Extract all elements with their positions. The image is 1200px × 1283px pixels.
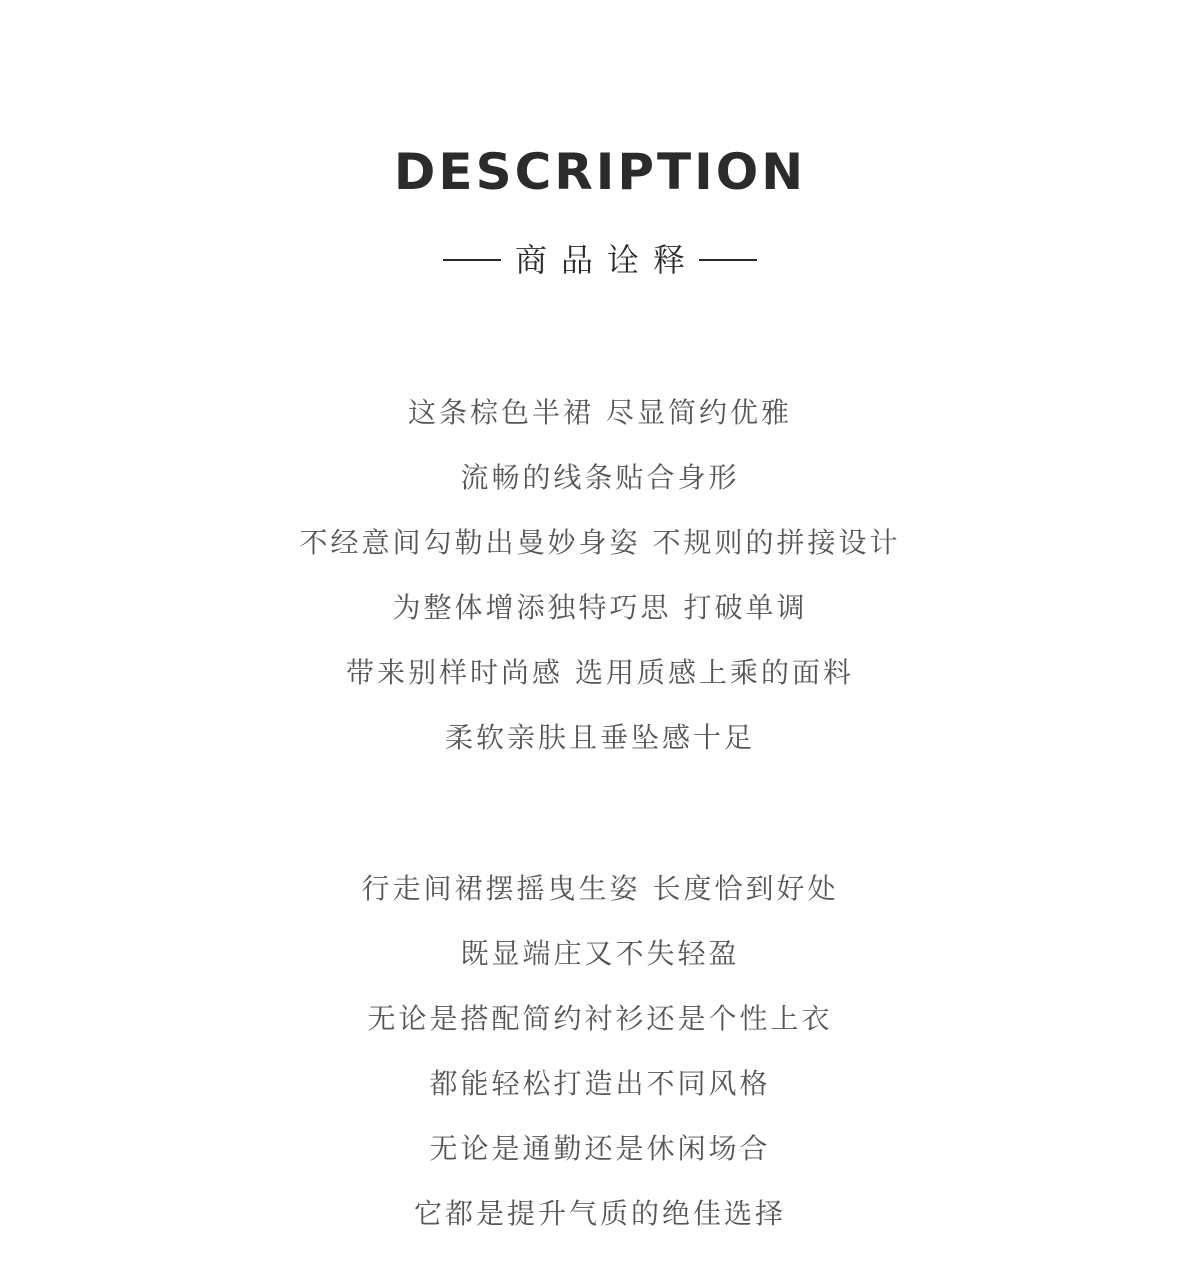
description-line: 都能轻松打造出不同风格 (429, 1067, 771, 1100)
description-line: 无论是通勤还是休闲场合 (429, 1132, 771, 1165)
subtitle-row (0, 240, 1200, 280)
description-line: 带来别样时尚感 选用质感上乘的面料 (346, 656, 854, 689)
description-line: 行走间裙摆摇曳生姿 长度恰到好处 (361, 872, 839, 905)
description-line: 无论是搭配简约衬衫还是个性上衣 (367, 1002, 833, 1035)
page-subtitle: 商品诠释 (514, 241, 699, 279)
description-line: 流畅的线条贴合身形 (460, 461, 740, 494)
page-title: DESCRIPTION (393, 143, 807, 201)
description-line: 为整体增添独特巧思 打破单调 (392, 591, 808, 624)
description-paragraph-2 (0, 866, 1200, 1256)
description-line: 不经意间勾勒出曼妙身姿 不规则的拼接设计 (299, 526, 901, 559)
description-paragraph-1 (0, 390, 1200, 780)
description-line: 它都是提升气质的绝佳选择 (413, 1197, 786, 1230)
description-line: 既显端庄又不失轻盈 (460, 937, 740, 970)
subtitle-right-rule (699, 259, 757, 261)
description-line: 柔软亲肤且垂坠感十足 (444, 721, 755, 754)
subtitle-left-rule (443, 259, 501, 261)
description-line: 这条棕色半裙 尽显简约优雅 (408, 396, 792, 429)
